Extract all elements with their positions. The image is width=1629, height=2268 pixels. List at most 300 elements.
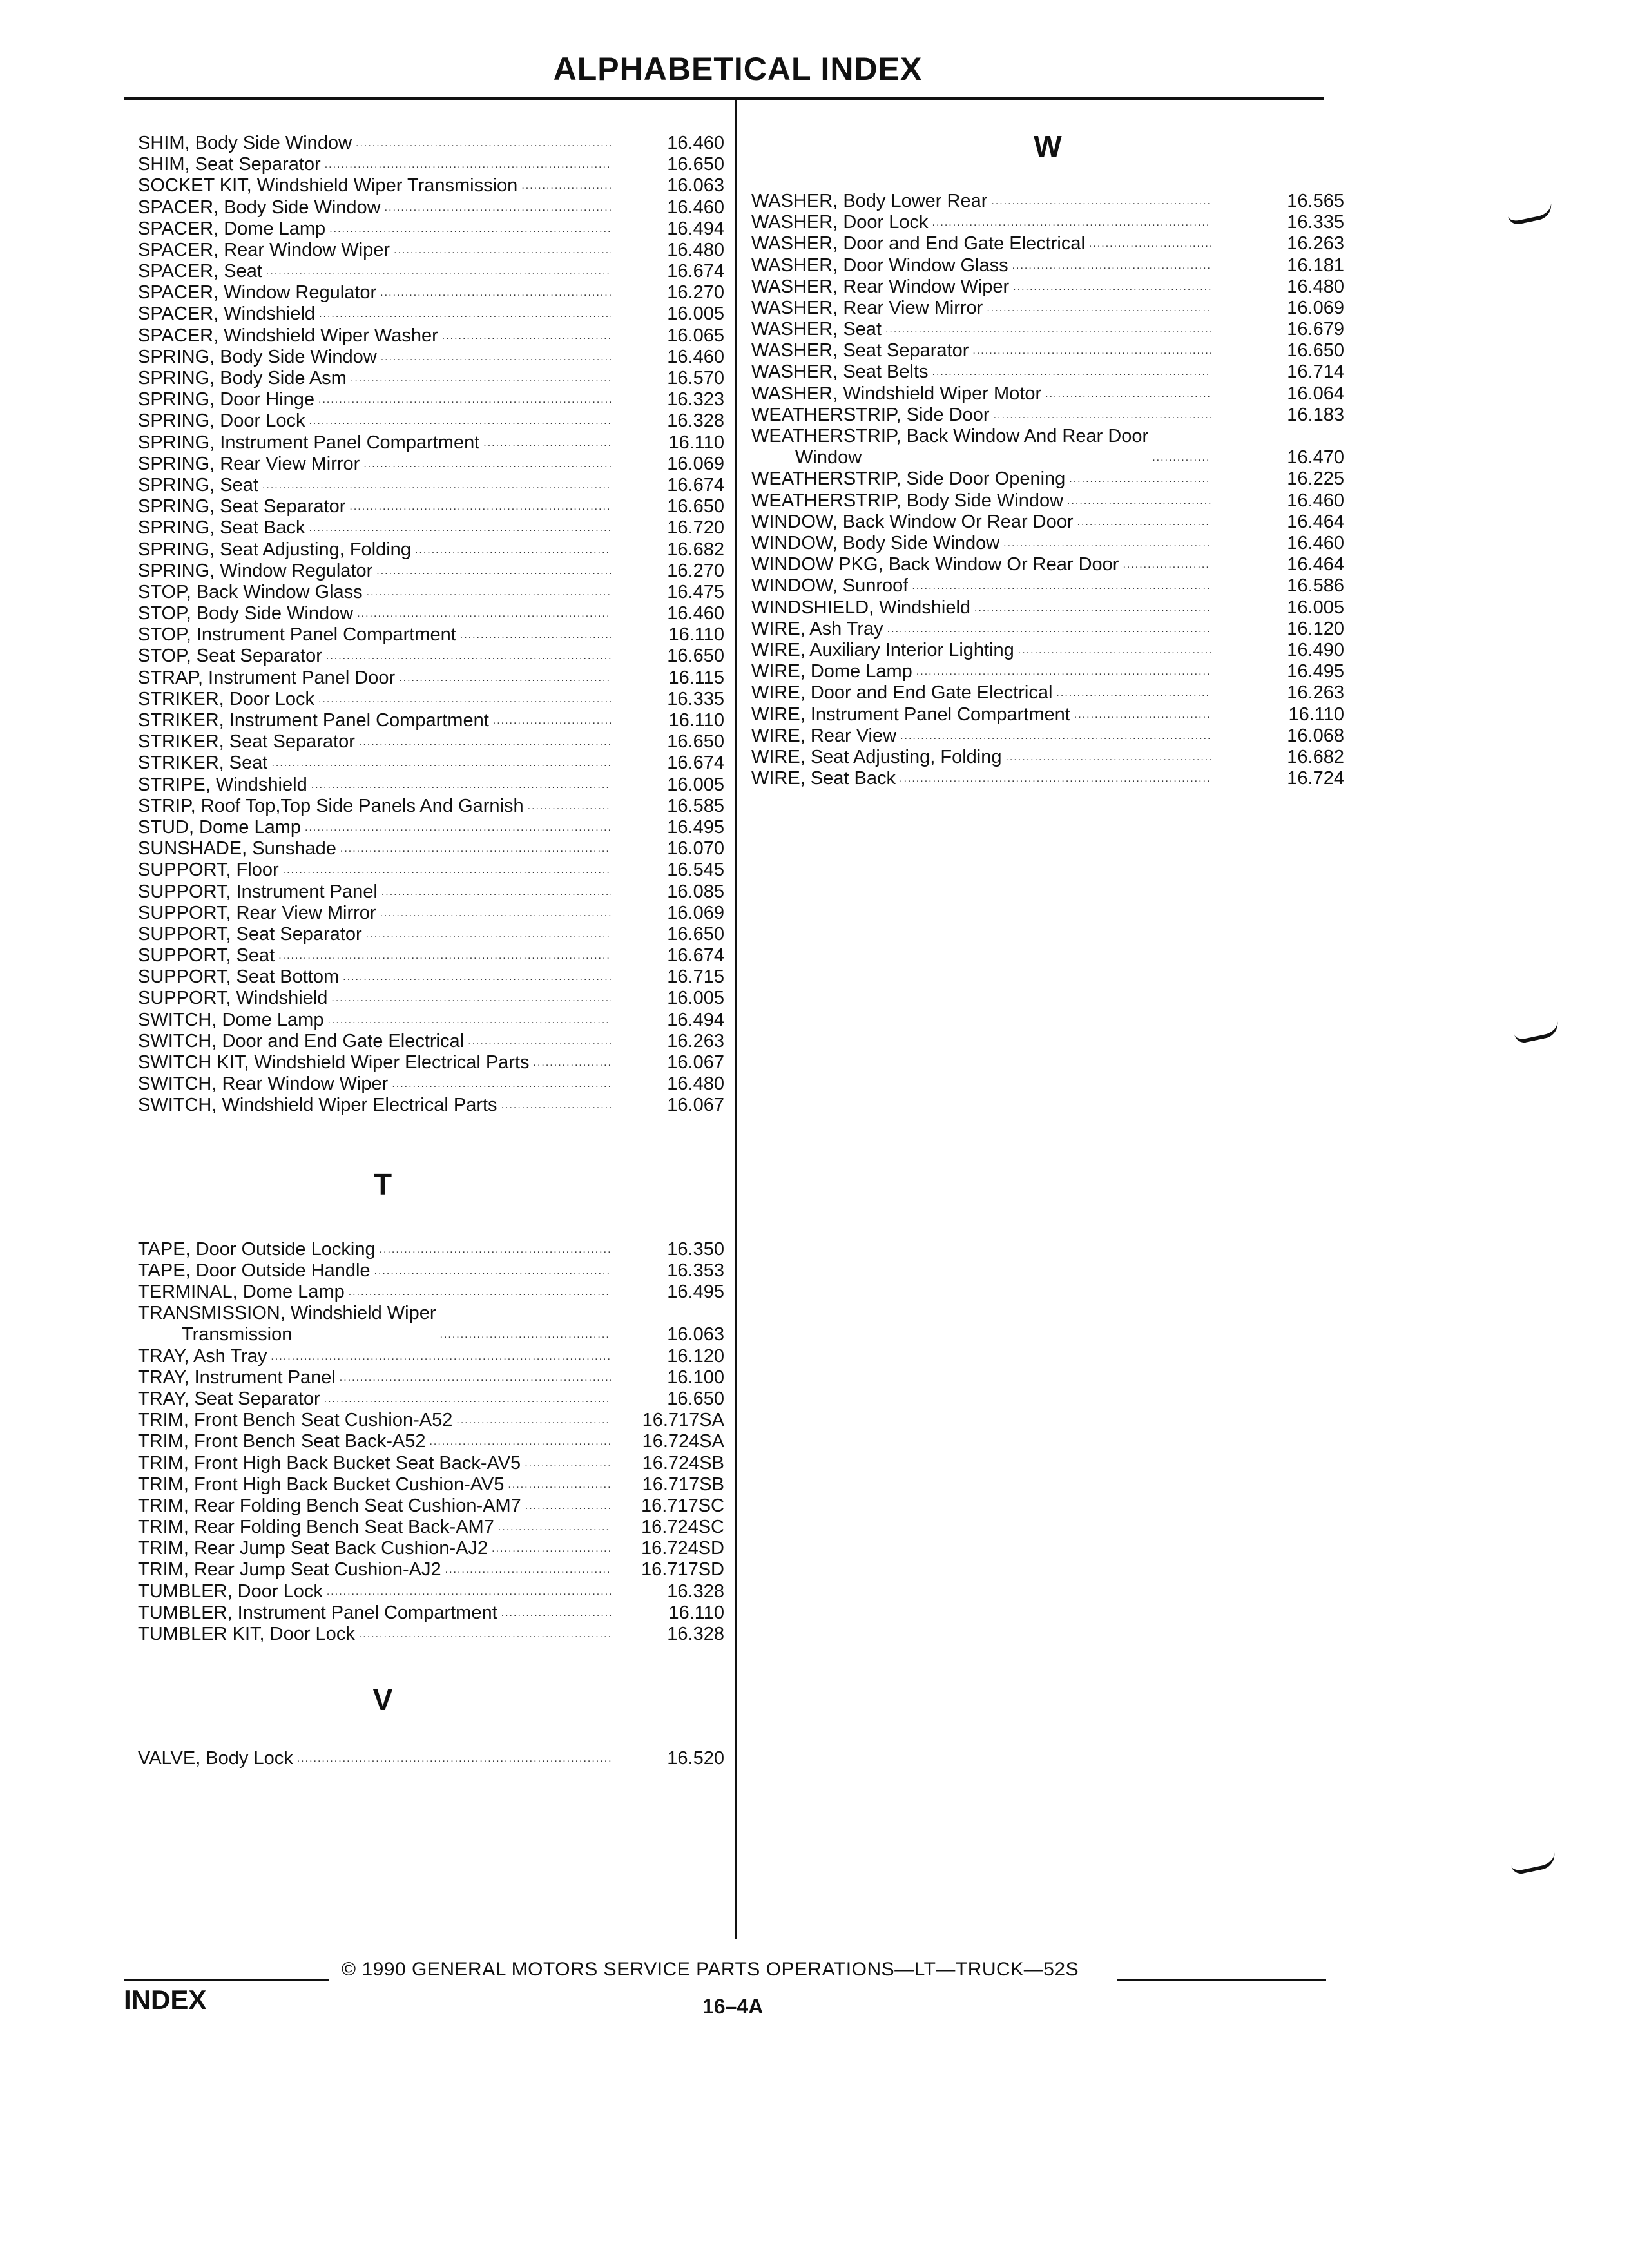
index-entry (751, 640, 1344, 661)
dot-leader (1012, 255, 1211, 276)
index-entry (138, 389, 724, 410)
index-entry (751, 405, 1344, 426)
entry-page-number: 16.270 (667, 560, 724, 581)
dot-leader (324, 1389, 611, 1410)
dot-leader (399, 668, 611, 689)
entry-page-number: 16.565 (1287, 190, 1344, 211)
entry-label: SOCKET KIT, Windshield Wiper Transmission (138, 175, 518, 197)
entry-label: TRIM, Front High Back Bucket Seat Back-AV5 (138, 1452, 521, 1474)
index-entry (138, 1303, 724, 1345)
entry-page-number: 16.724 (1287, 768, 1344, 789)
index-entry (751, 747, 1344, 768)
entry-label: WASHER, Seat (751, 319, 882, 340)
entry-page-number: 16.475 (667, 581, 724, 602)
dot-leader (498, 1517, 611, 1538)
entry-page-number: 16.328 (667, 1581, 724, 1602)
index-entry (138, 1624, 724, 1645)
index-entry (138, 1431, 724, 1452)
entry-page-number: 16.005 (667, 988, 724, 1009)
dot-leader (1018, 640, 1211, 661)
dot-leader (327, 1581, 611, 1602)
entry-label: SUPPORT, Windshield (138, 988, 328, 1009)
dot-leader (356, 133, 611, 154)
entry-page-number: 16.494 (667, 1009, 724, 1030)
entry-label: WINDOW, Sunroof (751, 575, 909, 597)
dot-leader (318, 689, 611, 710)
entry-page-number: 16.495 (667, 816, 724, 838)
index-entry (138, 860, 724, 881)
dot-leader (380, 1239, 611, 1260)
index-entry (138, 1538, 724, 1559)
index-entry (751, 233, 1344, 255)
section-header-t: T (373, 1167, 392, 1201)
entry-label: WEATHERSTRIP, Side Door (751, 404, 990, 425)
footer-rule-right (1117, 1979, 1326, 1981)
index-entry (138, 539, 724, 561)
index-entry (138, 218, 724, 240)
index-entry (751, 533, 1344, 554)
entry-label: SPRING, Seat (138, 474, 258, 495)
index-entry (751, 298, 1344, 319)
dot-leader (445, 1559, 611, 1581)
dot-leader (380, 903, 611, 924)
entry-page-number: 16.650 (667, 154, 724, 175)
entry-label: WIRE, Ash Tray (751, 618, 883, 639)
index-entry (138, 646, 724, 668)
entry-page-number: 16.464 (1287, 511, 1344, 532)
index-entry (138, 1282, 724, 1303)
dot-leader (351, 368, 611, 389)
entry-page-number: 16.650 (667, 646, 724, 667)
entry-page-number: 16.335 (1287, 212, 1344, 233)
dot-leader (262, 475, 611, 496)
index-entry (138, 1495, 724, 1517)
entry-page-number: 16.110 (668, 710, 724, 731)
index-entry (138, 240, 724, 261)
dot-leader (932, 361, 1211, 383)
entry-label: SUNSHADE, Sunshade (138, 838, 336, 860)
index-entry (751, 554, 1344, 575)
entry-page-number: 16.714 (1287, 361, 1344, 383)
entry-page-number: 16.110 (668, 432, 724, 453)
index-entry (138, 175, 724, 197)
entry-label: SPACER, Body Side Window (138, 197, 381, 218)
index-entry (138, 1559, 724, 1581)
entry-page-number: 16.328 (667, 410, 724, 432)
entry-label: TAPE, Door Outside Locking (138, 1238, 376, 1260)
entry-page-number: 16.100 (667, 1367, 724, 1388)
index-entry (138, 1389, 724, 1410)
index-entry (138, 668, 724, 689)
entry-page-number: 16.120 (1287, 618, 1344, 639)
entry-page-number: 16.070 (667, 838, 724, 860)
entry-page-number: 16.650 (667, 731, 724, 753)
entry-page-number: 16.720 (667, 517, 724, 539)
entry-label: TERMINAL, Dome Lamp (138, 1281, 345, 1302)
entry-page-number: 16.063 (667, 175, 724, 197)
binder-mark (1507, 202, 1554, 226)
entry-page-number: 16.650 (667, 496, 724, 517)
dot-leader (932, 212, 1212, 233)
index-entry (751, 276, 1344, 298)
entry-page-number: 16.067 (667, 1095, 724, 1116)
entry-label: SPRING, Body Side Window (138, 346, 377, 367)
dot-leader (343, 966, 611, 988)
dot-leader (987, 298, 1211, 319)
entry-label: TAPE, Door Outside Handle (138, 1260, 371, 1281)
index-entry (138, 1581, 724, 1602)
section-t-list (138, 1239, 724, 1646)
entry-label: TRIM, Rear Jump Seat Cushion-AJ2 (138, 1559, 441, 1581)
entry-page-number: 16.460 (667, 132, 724, 153)
dot-leader (492, 1538, 611, 1559)
entry-label: STRIPE, Windshield (138, 774, 307, 795)
dot-leader (374, 1260, 611, 1282)
index-entry (138, 1239, 724, 1260)
dot-leader (1045, 383, 1211, 405)
entry-page-number: 16.470 (1287, 447, 1344, 468)
entry-page-number: 16.585 (667, 795, 724, 816)
dot-leader (916, 661, 1211, 682)
index-entry (138, 454, 724, 475)
entry-page-number: 16.724SC (641, 1517, 724, 1538)
entry-label: WIRE, Seat Back (751, 768, 896, 789)
dot-leader (363, 454, 611, 475)
entry-page-number: 16.263 (1287, 233, 1344, 255)
index-entry (138, 496, 724, 517)
entry-page-number: 16.464 (1287, 554, 1344, 575)
entry-page-number: 16.460 (667, 346, 724, 367)
entry-label: TRIM, Rear Folding Bench Seat Cushion-AM7 (138, 1495, 521, 1516)
index-entry (138, 304, 724, 325)
footer-page-number: 16–4A (702, 1995, 764, 2018)
entry-page-number: 16.270 (667, 282, 724, 303)
entry-label: SPRING, Body Side Asm (138, 368, 347, 389)
entry-label: STRIKER, Instrument Panel Compartment (138, 710, 489, 731)
entry-label: TRIM, Front High Back Bucket Cushion-AV5 (138, 1474, 505, 1495)
dot-leader (394, 240, 611, 261)
index-entry (138, 731, 724, 753)
dot-leader (305, 817, 611, 838)
index-entry (751, 704, 1344, 726)
index-entry (138, 154, 724, 175)
entry-page-number: 16.063 (667, 1324, 724, 1345)
index-entry (138, 347, 724, 368)
footer-section-label: INDEX (124, 1984, 207, 2015)
entry-label: SUPPORT, Floor (138, 860, 279, 881)
dot-leader (349, 1282, 611, 1303)
entry-label: WEATHERSTRIP, Body Side Window (751, 490, 1064, 511)
entry-label: SWITCH, Rear Window Wiper (138, 1073, 389, 1095)
left-column (138, 133, 724, 1769)
dot-leader (900, 726, 1211, 747)
dot-leader (442, 325, 611, 347)
index-entry (138, 924, 724, 945)
entry-page-number: 16.263 (1287, 682, 1344, 704)
entry-label: SPACER, Rear Window Wiper (138, 239, 390, 260)
index-entry (138, 774, 724, 796)
entry-page-number: 16.183 (1287, 404, 1344, 425)
dot-leader (271, 753, 611, 774)
entry-label-continuation: Transmission (182, 1324, 293, 1345)
entry-page-number: 16.353 (667, 1260, 724, 1281)
entry-label: WASHER, Windshield Wiper Motor (751, 383, 1042, 404)
entry-page-number: 16.335 (667, 688, 724, 709)
index-entry (138, 881, 724, 903)
entry-label: SUPPORT, Rear View Mirror (138, 902, 376, 923)
entry-page-number: 16.724SA (642, 1431, 724, 1452)
index-entry (138, 1031, 724, 1052)
index-entry (138, 817, 724, 838)
entry-label: WASHER, Body Lower Rear (751, 190, 988, 211)
entry-label: TUMBLER, Door Lock (138, 1581, 323, 1602)
entry-label: TRAY, Seat Separator (138, 1388, 320, 1409)
entry-label: SWITCH, Door and End Gate Electrical (138, 1030, 465, 1052)
entry-page-number: 16.679 (1287, 319, 1344, 340)
dot-leader (327, 1010, 611, 1031)
dot-leader (329, 218, 611, 240)
entry-page-number: 16.480 (1287, 276, 1344, 297)
entry-label: SPACER, Windshield Wiper Washer (138, 325, 438, 346)
dot-leader (1123, 554, 1211, 575)
entry-page-number: 16.650 (1287, 340, 1344, 361)
entry-page-number: 16.724SB (642, 1452, 724, 1474)
entry-page-number: 16.682 (1287, 746, 1344, 767)
dot-leader (525, 1453, 611, 1474)
index-entry (138, 1410, 724, 1431)
dot-leader (972, 340, 1211, 361)
entry-page-number: 16.674 (667, 261, 724, 282)
dot-leader (493, 710, 611, 731)
entry-page-number: 16.480 (667, 1073, 724, 1095)
dot-leader (1067, 490, 1211, 512)
index-entry (138, 1453, 724, 1474)
entry-label: STOP, Seat Separator (138, 646, 322, 667)
entry-label: SPRING, Door Lock (138, 410, 305, 432)
index-entry (138, 261, 724, 282)
entry-page-number: 16.067 (667, 1052, 724, 1073)
entry-label: WIRE, Instrument Panel Compartment (751, 704, 1070, 725)
entry-label: WASHER, Seat Belts (751, 361, 929, 383)
entry-label: WASHER, Door and End Gate Electrical (751, 233, 1085, 255)
entry-page-number: 16.328 (667, 1624, 724, 1644)
dot-leader (534, 1052, 611, 1073)
dot-leader (326, 646, 611, 667)
dot-leader (318, 389, 611, 410)
column-divider (735, 100, 737, 1939)
entry-label: WIRE, Door and End Gate Electrical (751, 682, 1053, 704)
entry-page-number: 16.715 (667, 966, 724, 988)
index-entry (751, 619, 1344, 640)
entry-label: SPACER, Seat (138, 261, 262, 282)
entry-label: STRIKER, Seat Separator (138, 731, 355, 753)
entry-page-number: 16.717SC (641, 1495, 724, 1516)
dot-leader (885, 319, 1211, 340)
entry-label: WIRE, Rear View (751, 725, 897, 746)
index-entry (138, 1517, 724, 1538)
index-entry (138, 1095, 724, 1116)
entry-page-number: 16.674 (667, 945, 724, 966)
index-entry (138, 325, 724, 347)
entry-page-number: 16.263 (667, 1030, 724, 1052)
index-entry (138, 432, 724, 454)
index-entry (138, 945, 724, 966)
entry-label: WEATHERSTRIP, Back Window And Rear Door Window (751, 426, 1149, 468)
dot-leader (309, 517, 612, 539)
entry-label: WASHER, Door Window Glass (751, 255, 1008, 276)
index-entry (138, 988, 724, 1010)
dot-leader (456, 1410, 611, 1431)
entry-page-number: 16.085 (667, 881, 724, 902)
entry-page-number: 16.495 (667, 1281, 724, 1302)
entry-page-number: 16.120 (667, 1345, 724, 1367)
entry-page-number: 16.717SA (642, 1410, 724, 1431)
entry-page-number: 16.350 (667, 1238, 724, 1260)
index-entry (138, 197, 724, 218)
entry-label: TRANSMISSION, Windshield Wiper Transmission (138, 1303, 436, 1345)
entry-label: WASHER, Seat Separator (751, 340, 969, 361)
index-entry (138, 133, 724, 154)
index-entry (751, 726, 1344, 747)
entry-page-number: 16.460 (1287, 490, 1344, 511)
entry-label: SPACER, Windshield (138, 303, 316, 325)
index-entry (138, 1474, 724, 1495)
entry-label: TUMBLER KIT, Door Lock (138, 1624, 355, 1644)
entry-label: TRIM, Rear Folding Bench Seat Back-AM7 (138, 1517, 494, 1538)
index-entry (138, 624, 724, 646)
entry-page-number: 16.069 (1287, 297, 1344, 318)
entry-label: STOP, Instrument Panel Compartment (138, 624, 456, 646)
entry-page-number: 16.005 (667, 774, 724, 795)
dot-leader (468, 1031, 611, 1052)
index-entry (138, 1073, 724, 1095)
index-entry (138, 903, 724, 924)
entry-label: WIRE, Seat Adjusting, Folding (751, 746, 1002, 767)
dot-leader (340, 1367, 611, 1389)
entry-label: TRAY, Instrument Panel (138, 1367, 336, 1388)
entry-label: SWITCH, Windshield Wiper Electrical Parts (138, 1095, 497, 1116)
index-entry (751, 383, 1344, 405)
dot-leader (994, 405, 1211, 426)
index-entry (138, 1367, 724, 1389)
dot-leader (1069, 468, 1211, 490)
dot-leader (1152, 447, 1211, 468)
entry-page-number: 16.682 (667, 539, 724, 560)
entry-label: SPACER, Dome Lamp (138, 218, 326, 239)
footer-copyright: © 1990 GENERAL MOTORS SERVICE PARTS OPERATIONS—LT—TRUCK—52S (342, 1959, 1079, 1980)
index-entry (751, 191, 1344, 212)
entry-label: WIRE, Dome Lamp (751, 661, 912, 682)
index-entry (751, 340, 1344, 361)
index-entry (138, 475, 724, 496)
entry-label: SPACER, Window Regulator (138, 282, 377, 303)
dot-leader (501, 1602, 611, 1624)
entry-page-number: 16.460 (1287, 533, 1344, 553)
index-entry (138, 1346, 724, 1367)
entry-label: WINDOW, Back Window Or Rear Door (751, 511, 1074, 532)
index-entry (751, 768, 1344, 789)
entry-page-number: 16.650 (667, 923, 724, 945)
dot-leader (357, 603, 611, 624)
entry-label: TUMBLER, Instrument Panel Compartment (138, 1602, 497, 1623)
dot-leader (376, 561, 611, 582)
dot-leader (349, 496, 611, 517)
entry-label: WINDOW PKG, Back Window Or Rear Door (751, 554, 1119, 575)
section-header-w: W (1034, 130, 1062, 163)
entry-page-number: 16.674 (667, 753, 724, 774)
binder-mark (1510, 1851, 1557, 1876)
entry-label: SUPPORT, Seat (138, 945, 275, 966)
dot-leader (380, 282, 611, 303)
dot-leader (429, 1431, 611, 1452)
index-entry (751, 575, 1344, 597)
index-entry (751, 682, 1344, 704)
index-entry (751, 468, 1344, 490)
entry-page-number: 16.717SD (641, 1559, 724, 1581)
entry-label-continuation: Window (795, 447, 862, 468)
entry-page-number: 16.650 (667, 1388, 724, 1409)
dot-leader (331, 988, 611, 1009)
entry-label: WINDSHIELD, Windshield (751, 597, 971, 618)
entry-page-number: 16.110 (668, 1602, 724, 1623)
entry-label: SHIM, Seat Separator (138, 154, 321, 175)
index-entry (138, 796, 724, 817)
entry-page-number: 16.005 (667, 303, 724, 325)
entry-label: STOP, Body Side Window (138, 603, 354, 624)
index-entry (138, 753, 724, 774)
entry-page-number: 16.181 (1287, 255, 1344, 276)
index-entry (751, 597, 1344, 619)
dot-leader (319, 303, 611, 325)
entry-label: SWITCH KIT, Windshield Wiper Electrical Parts (138, 1052, 530, 1073)
right-column (751, 117, 1344, 789)
entry-label: SUPPORT, Seat Separator (138, 923, 362, 945)
entry-label: SPRING, Door Hinge (138, 389, 314, 410)
index-entry (138, 838, 724, 860)
index-entry (138, 603, 724, 624)
entry-label: WASHER, Rear Window Wiper (751, 276, 1010, 297)
dot-leader (460, 624, 611, 646)
entry-label: STRIKER, Seat (138, 753, 268, 774)
entry-page-number: 16.110 (668, 624, 724, 646)
footer-rule-left (124, 1979, 329, 1981)
index-entry (751, 661, 1344, 682)
dot-leader (283, 860, 611, 881)
dot-leader (521, 175, 611, 197)
entry-label: TRIM, Rear Jump Seat Back Cushion-AJ2 (138, 1538, 488, 1559)
dot-leader (1077, 512, 1211, 533)
dot-leader (325, 154, 611, 175)
index-entry (138, 368, 724, 389)
index-entry (138, 561, 724, 582)
entry-label: SWITCH, Dome Lamp (138, 1009, 324, 1030)
entry-page-number: 16.064 (1287, 383, 1344, 404)
entry-page-number: 16.460 (667, 603, 724, 624)
dot-leader (440, 1324, 612, 1345)
dot-leader (508, 1474, 611, 1495)
dot-leader (415, 539, 611, 561)
index-entry (138, 582, 724, 603)
dot-leader (525, 1495, 611, 1517)
entry-page-number: 16.724SD (641, 1538, 724, 1559)
dot-leader (501, 1095, 611, 1116)
entry-page-number: 16.490 (1287, 639, 1344, 660)
entry-label: TRIM, Front Bench Seat Cushion-A52 (138, 1410, 453, 1431)
dot-leader (381, 881, 611, 903)
entry-label: SPRING, Instrument Panel Compartment (138, 432, 480, 453)
index-entry (138, 517, 724, 539)
entry-label: TRAY, Ash Tray (138, 1345, 267, 1367)
